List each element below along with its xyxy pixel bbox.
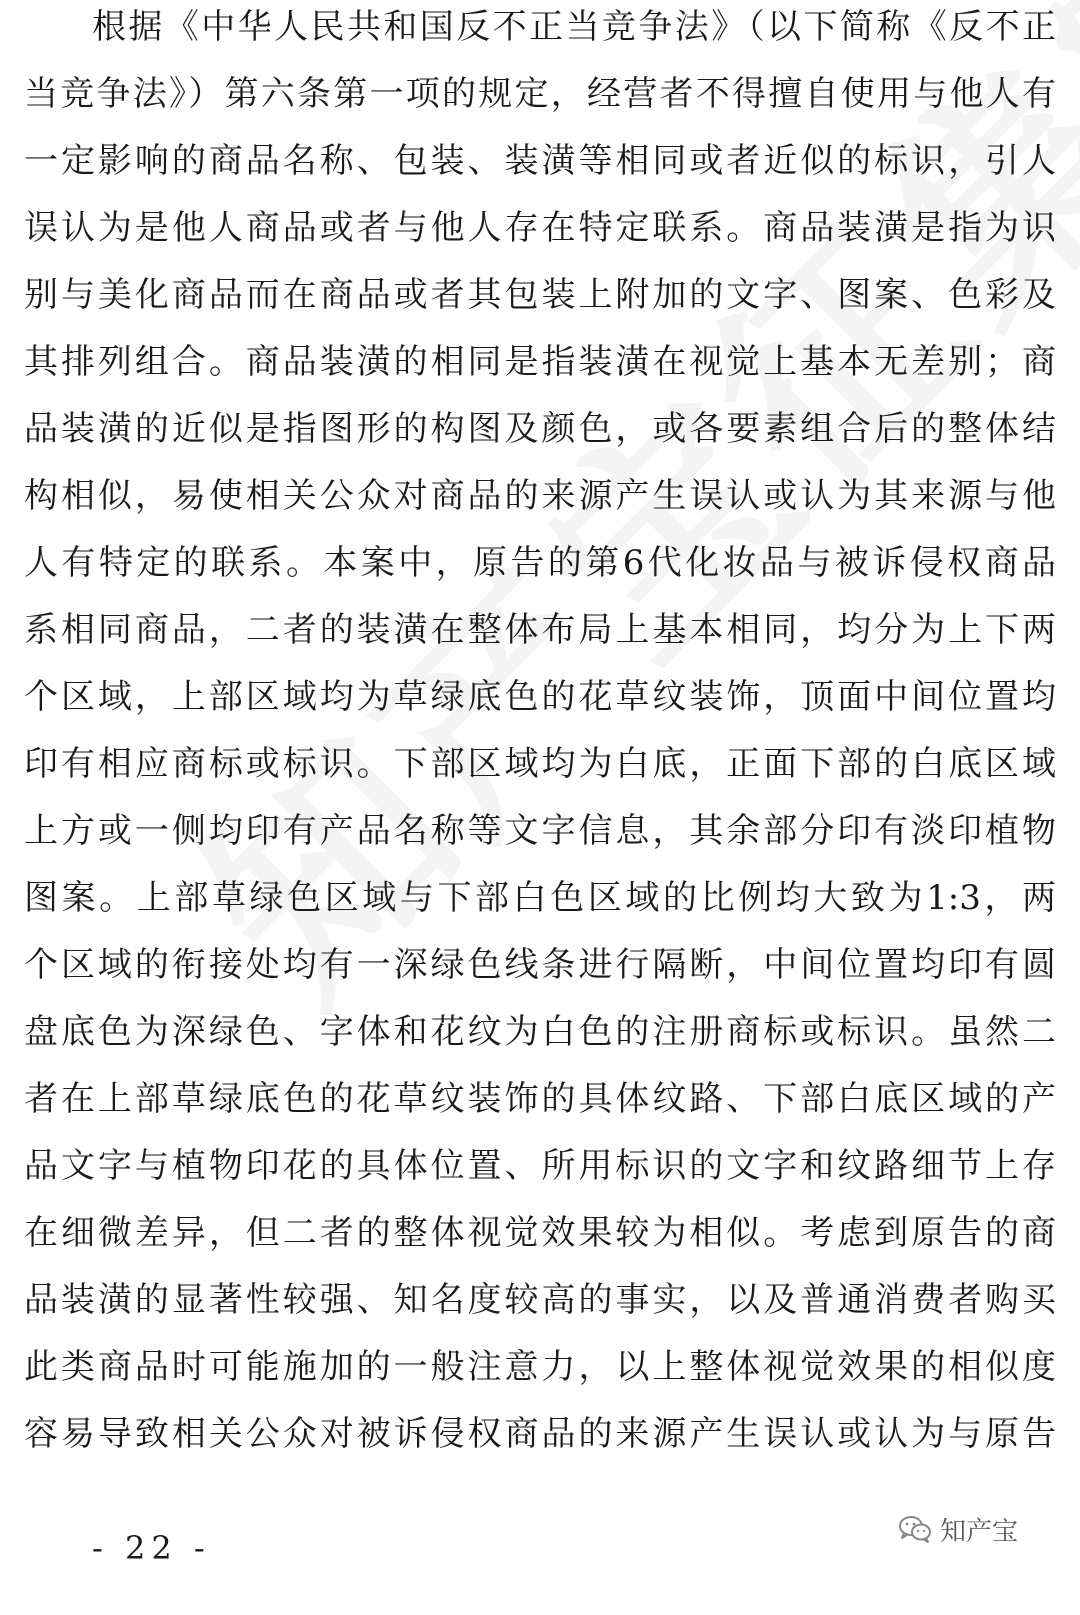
text-line: 此类商品时可能施加的一般注意力，以上整体视觉效果的相似度 [24, 1347, 1056, 1387]
text-line: 品文字与植物印花的具体位置、所用标识的文字和纹路细节上存 [24, 1146, 1056, 1186]
text-line: 品装潢的显著性较强、知名度较高的事实，以及普通消费者购买 [24, 1280, 1056, 1320]
text-line: 图案。上部草绿色区域与下部白色区域的比例均大致为1:3，两 [24, 878, 1056, 918]
wechat-icon [898, 1514, 932, 1544]
text-line: 当竞争法》）第六条第一项的规定，经营者不得擅自使用与他人有 [24, 74, 1056, 114]
text-line: 容易导致相关公众对被诉侵权商品的来源产生误认或认为与原告 [24, 1414, 1056, 1454]
text-line: 印有相应商标或标识。下部区域均为白底，正面下部的白底区域 [24, 744, 1056, 784]
text-line: 者在上部草绿底色的花草纹装饰的具体纹路、下部白底区域的产 [24, 1079, 1056, 1119]
text-line: 构相似，易使相关公众对商品的来源产生误认或认为其来源与他 [24, 476, 1056, 516]
text-line: 上方或一侧均印有产品名称等文字信息，其余部分印有淡印植物 [24, 811, 1056, 851]
text-line: 个区域，上部区域均为草绿底色的花草纹装饰，顶面中间位置均 [24, 677, 1056, 717]
text-line: 人有特定的联系。本案中，原告的第6代化妆品与被诉侵权商品 [24, 543, 1056, 583]
text-line: 品装潢的近似是指图形的构图及颜色，或各要素组合后的整体结 [24, 409, 1056, 449]
brand-label: 知产宝 [940, 1516, 1019, 1547]
text-line: 在细微差异，但二者的整体视觉效果较为相似。考虑到原告的商 [24, 1213, 1056, 1253]
text-line: 其排列组合。商品装潢的相同是指装潢在视觉上基本无差别；商 [24, 342, 1056, 382]
text-line: 系相同商品，二者的装潢在整体布局上基本相同，均分为上下两 [24, 610, 1056, 650]
text-line: 别与美化商品而在商品或者其包装上附加的文字、图案、色彩及 [24, 275, 1056, 315]
text-line: 一定影响的商品名称、包装、装潢等相同或者近似的标识，引人 [24, 141, 1056, 181]
text-line: 根据《中华人民共和国反不正当竞争法》（以下简称《反不正 [92, 7, 1056, 47]
text-line: 盘底色为深绿色、字体和花纹为白色的注册商标或标识。虽然二 [24, 1012, 1056, 1052]
text-line: 个区域的衔接处均有一深绿色线条进行隔断，中间位置均印有圆 [24, 945, 1056, 985]
wechat-brand-badge [898, 1505, 1018, 1553]
text-line: 误认为是他人商品或者与他人存在特定联系。商品装潢是指为识 [24, 208, 1056, 248]
page-number: - 22 - [92, 1529, 211, 1567]
